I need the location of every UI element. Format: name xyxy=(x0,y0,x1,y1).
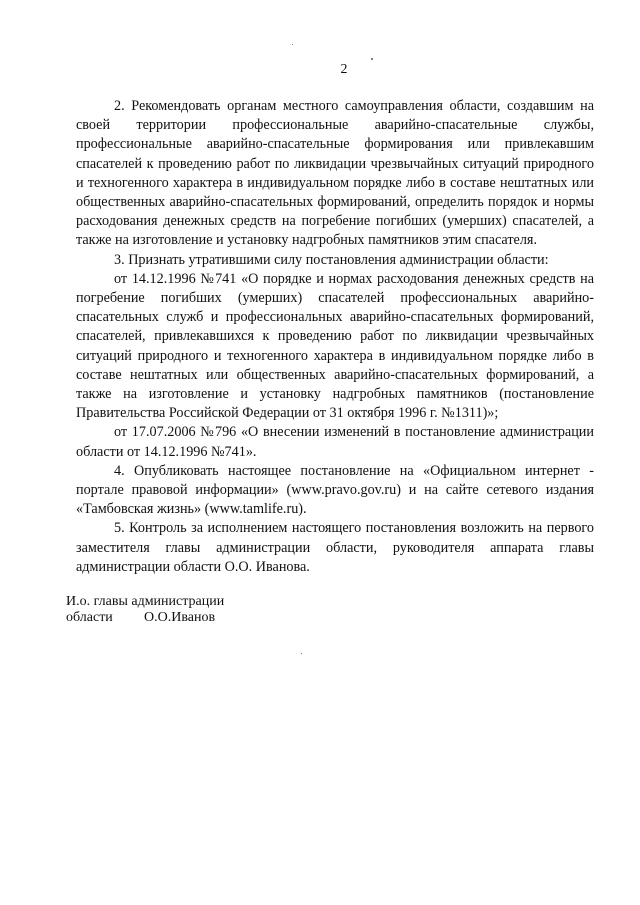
signatory-name: О.О.Иванов xyxy=(144,610,216,625)
page-number: 2 xyxy=(340,62,348,77)
paragraph-3-repeal: 3. Признать утратившими силу постановления администрации области: xyxy=(114,251,549,268)
paragraph-4-publish: 4. Опубликовать настоящее постановление на «Официальном интернет - портале правовой информации» (www.pravo.gov.ru) и на сайте сетевого издания «Тамбовская жизнь» (www.tamlife.ru). xyxy=(76,462,594,518)
signature-line2 xyxy=(66,610,224,626)
paragraph-3-item-796: от 17.07.2006 №796 «О внесении изменений в постановление администрации области от 14.12.1996 №741». xyxy=(76,424,594,460)
scan-speck xyxy=(371,58,373,60)
signature-block xyxy=(66,594,224,626)
paragraph-5-control: 5. Контроль за исполнением настоящего постановления возложить на первого заместителя главы администрации области, руководителя аппарата главы администрации области О.О. Иванова. xyxy=(76,520,594,575)
scan-speck xyxy=(292,44,293,45)
scan-speck xyxy=(301,653,302,654)
signature-title-line2: области xyxy=(66,610,113,625)
paragraph-2-recommendation: 2. Рекомендовать органам местного самоуправления области, создавшим на своей территории профессиональные аварийно-спасательные службы, профессиональные аварийно-спасательные формирования или привлекавшим спасателей к проведению работ по ликвидации чрезвычайных ситуаций природного и техногенного характера в индивидуальном порядке либо в составе нештатных или общественных аварийно-спасательных формирований, определить порядок и нормы расходования денежных средств на погребение погибших (умерших) спасателей, а также на изготовление и установку надгробных памятников этим спасателя. xyxy=(76,98,594,249)
paragraph-3-item-741: от 14.12.1996 №741 «О порядке и нормах расходования денежных средств на погребение погибших (умерших) спасателей профессиональных аварийно-спасательных служб и профессиональных аварийно-спасательных формирований, спасателей, привлекавшихся к проведению работ по ликвидации чрезвычайных ситуаций природного и техногенного характера в индивидуальном порядке либо в составе нештатных или общественных аварийно-спасательных формирований, а также на изготовление и установку надгробных памятников (постановление Правительства Российской Федерации от 31 октября 1996 г. №1311)»; xyxy=(76,270,594,422)
signature-title-line1: И.о. главы администрации xyxy=(66,594,225,609)
document-body xyxy=(76,97,594,577)
